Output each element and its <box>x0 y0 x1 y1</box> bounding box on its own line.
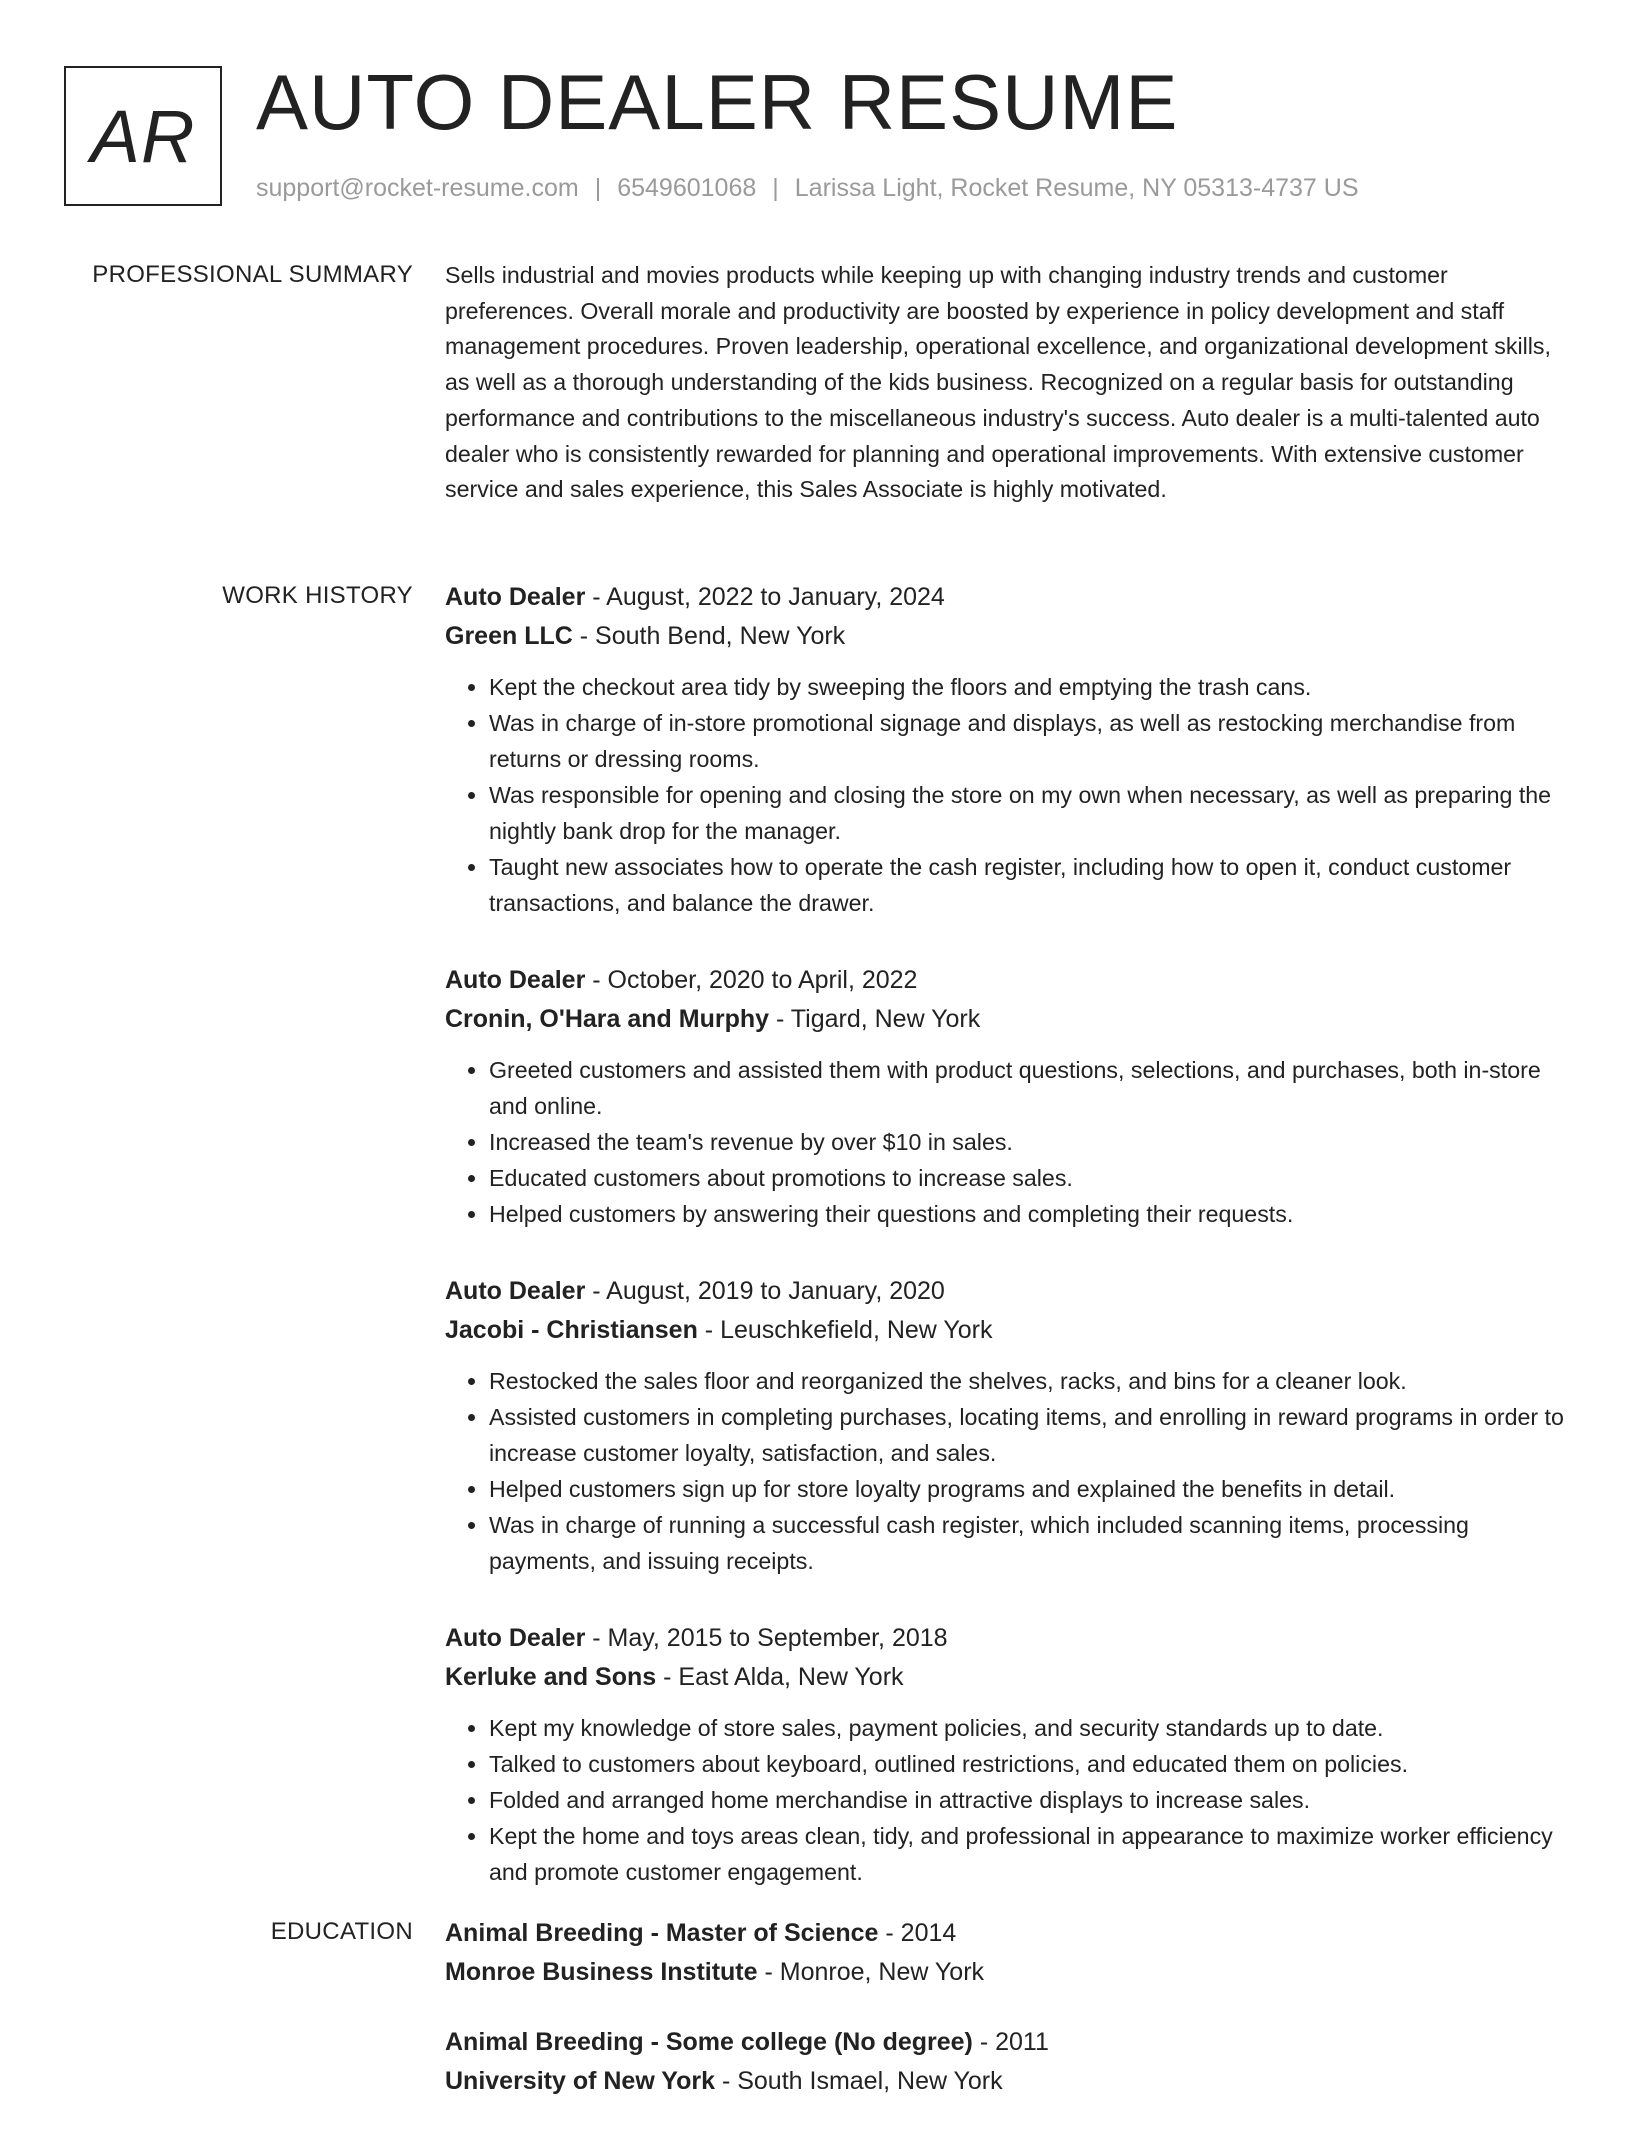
job-location: - Leuschkefield, New York <box>697 1316 993 1344</box>
job-duty: • Taught new associates how to operate the cash register, including how to open it, conduct customer transactions, and balance the drawer. <box>489 849 1565 921</box>
education-degree-line <box>445 2023 1565 2062</box>
job-duties <box>445 1710 1565 1890</box>
job-duty: • Was in charge of running a successful cash register, which included scanning items, processing payments, and issuing receipts. <box>489 1507 1565 1579</box>
job-title: Auto Dealer <box>445 583 586 611</box>
education-entry <box>445 1914 1565 1992</box>
job-title-line <box>445 1272 1565 1311</box>
education-degree-line <box>445 1914 1565 1953</box>
job-title-line <box>445 1619 1565 1658</box>
education-year: - 2014 <box>878 1919 957 1947</box>
job-duties <box>445 1052 1565 1232</box>
summary-text: Sells industrial and movies products while keeping up with changing industry trends and customer preferences. Overall morale and productivity are boosted by experience in policy development and staff management procedures. Proven leadership, operational excellence, and organizational development skills, as well as a thorough understanding of the kids business. Recognized on a regular basis for outstanding performance and contributions to the miscellaneous industry's success. Auto dealer is a multi-talented auto dealer who is consistently rewarded for planning and operational improvements. With extensive customer service and sales experience, this Sales Associate is highly motivated. <box>445 262 1551 503</box>
job-dates: - October, 2020 to April, 2022 <box>585 966 918 994</box>
education-degree: Animal Breeding - Master of Science <box>445 1919 879 1947</box>
job-duty: • Kept the home and toys areas clean, tidy, and professional in appearance to maximize worker efficiency and promote customer engagement. <box>489 1818 1565 1890</box>
work-history-body <box>445 578 1565 1930</box>
job-duty: • Increased the team's revenue by over $10 in sales. <box>489 1124 1565 1160</box>
job-duty: • Assisted customers in completing purchases, locating items, and enrolling in reward programs in order to increase customer loyalty, satisfaction, and sales. <box>489 1399 1565 1471</box>
job-duty: • Was responsible for opening and closing the store on my own when necessary, as well as preparing the nightly bank drop for the manager. <box>489 777 1565 849</box>
contact-line <box>256 174 1359 203</box>
education-school: University of New York <box>445 2067 715 2095</box>
job-company: Jacobi - Christiansen <box>445 1316 698 1344</box>
job-duty: • Restocked the sales floor and reorganized the shelves, racks, and bins for a cleaner look. <box>489 1363 1565 1399</box>
job-dates: - May, 2015 to September, 2018 <box>585 1624 948 1652</box>
contact-separator: | <box>594 174 602 202</box>
job-duty: • Helped customers sign up for store loyalty programs and explained the benefits in detail. <box>489 1471 1565 1507</box>
job-dates: - August, 2019 to January, 2020 <box>585 1277 945 1305</box>
job-duty: • Helped customers by answering their questions and completing their requests. <box>489 1196 1565 1232</box>
job-company: Cronin, O'Hara and Murphy <box>445 1005 770 1033</box>
job-title-line <box>445 578 1565 617</box>
job-company: Kerluke and Sons <box>445 1663 657 1691</box>
contact-email[interactable]: support@rocket-resume.com <box>256 174 579 202</box>
job-title: Auto Dealer <box>445 966 586 994</box>
job-duties <box>445 669 1565 921</box>
job-duty: • Talked to customers about keyboard, outlined restrictions, and educated them on policies. <box>489 1746 1565 1782</box>
education-location: - South Ismael, New York <box>715 2067 1003 2095</box>
education-location: - Monroe, New York <box>757 1958 985 1986</box>
education-heading: EDUCATION <box>270 1918 413 1945</box>
job-duty: • Educated customers about promotions to increase sales. <box>489 1160 1565 1196</box>
summary-body <box>445 258 1565 508</box>
job-location: - South Bend, New York <box>572 622 846 650</box>
education-year: - 2011 <box>972 2028 1049 2056</box>
education-degree: Animal Breeding - Some college (No degree) <box>445 2028 973 2056</box>
summary-heading: PROFESSIONAL SUMMARY <box>92 261 413 288</box>
education-school-line <box>445 2062 1565 2101</box>
job-location: - Tigard, New York <box>769 1005 981 1033</box>
job-company-line <box>445 617 1565 656</box>
contact-separator: | <box>772 174 779 202</box>
job-duty: • Greeted customers and assisted them with product questions, selections, and purchases, both in-store and online. <box>489 1052 1565 1124</box>
education-entry <box>445 2023 1565 2101</box>
monogram-logo: AR <box>64 66 222 206</box>
education-body <box>445 1914 1565 2132</box>
job-duty: • Kept the checkout area tidy by sweeping the floors and emptying the trash cans. <box>489 669 1565 705</box>
job-company: Green LLC <box>445 622 573 650</box>
job-entry <box>445 1272 1565 1579</box>
contact-phone[interactable]: 6549601068 <box>617 174 757 202</box>
job-company-line <box>445 1658 1565 1697</box>
job-duty: • Kept my knowledge of store sales, payment policies, and security standards up to date. <box>489 1710 1565 1746</box>
job-duty: • Was in charge of in-store promotional signage and displays, as well as restocking merchandise from returns or dressing rooms. <box>489 705 1565 777</box>
work-history-heading: WORK HISTORY <box>222 582 413 609</box>
education-school-line <box>445 1953 1565 1992</box>
resume-title: AUTO DEALER RESUME <box>256 58 1179 146</box>
job-title-line <box>445 961 1565 1000</box>
contact-address: Larissa Light, Rocket Resume, NY 05313-4737 US <box>794 174 1359 202</box>
job-entry <box>445 578 1565 921</box>
job-dates: - August, 2022 to January, 2024 <box>585 583 945 611</box>
education-school: Monroe Business Institute <box>445 1958 758 1986</box>
job-duties <box>445 1363 1565 1579</box>
job-duty: • Folded and arranged home merchandise in attractive displays to increase sales. <box>489 1782 1565 1818</box>
job-company-line <box>445 1000 1565 1039</box>
job-entry <box>445 961 1565 1232</box>
job-title: Auto Dealer <box>445 1624 586 1652</box>
job-location: - East Alda, New York <box>656 1663 904 1691</box>
job-company-line <box>445 1311 1565 1350</box>
job-entry <box>445 1619 1565 1890</box>
job-title: Auto Dealer <box>445 1277 586 1305</box>
